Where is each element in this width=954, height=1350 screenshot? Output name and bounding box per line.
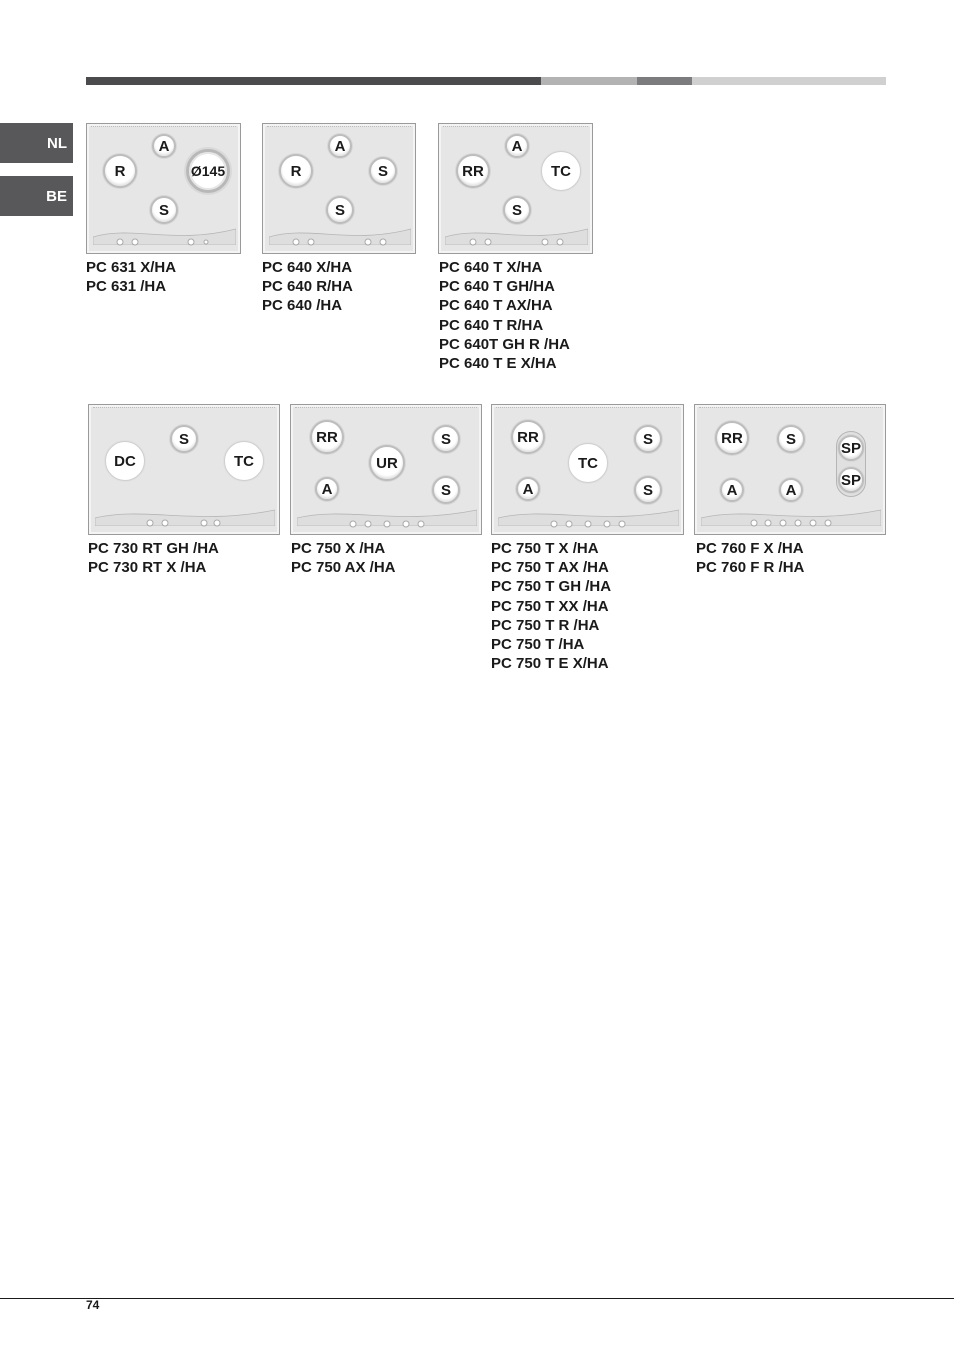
model-name: PC 750 T GH /HA: [491, 578, 612, 596]
model-name: PC 640 T E X/HA: [439, 355, 557, 373]
knob: [384, 521, 391, 528]
burner-rr: RR: [715, 421, 749, 455]
knob: [557, 239, 564, 246]
knob: [485, 239, 492, 246]
model-name: PC 750 T XX /HA: [491, 597, 609, 615]
model-name: PC 640 /HA: [262, 297, 343, 315]
knob: [470, 239, 477, 246]
model-name: PC 750 T X /HA: [491, 540, 599, 557]
knob: [542, 239, 549, 246]
burner-o145: Ø145: [186, 149, 230, 193]
burner-s: S: [634, 425, 662, 453]
burner-s: S: [634, 476, 662, 504]
knob: [350, 521, 357, 528]
header-bar: [86, 77, 886, 85]
burner-s: S: [170, 425, 198, 453]
burner-r: R: [279, 154, 313, 188]
hob-edge: [496, 407, 679, 411]
hob-diagram-pc750: [290, 404, 482, 535]
model-name: PC 640 R/HA: [262, 278, 353, 296]
hob-diagram-pc730: [88, 404, 280, 535]
knob: [380, 239, 387, 246]
burner-dc: DC: [105, 441, 145, 481]
burner-s: S: [150, 196, 178, 224]
knob: [308, 239, 315, 246]
knob: [147, 520, 154, 527]
burner-r: R: [103, 154, 137, 188]
model-name: PC 640T GH R /HA: [439, 335, 570, 353]
model-name: PC 631 X/HA: [86, 259, 177, 276]
model-list-pc750t: [491, 539, 611, 673]
header-bar-mid: [541, 77, 637, 85]
knob: [751, 520, 758, 527]
knob: [825, 520, 832, 527]
language-tab-nl[interactable]: NL: [0, 123, 73, 163]
knob: [604, 521, 611, 528]
model-name: PC 760 F R /HA: [696, 559, 805, 577]
model-name: PC 730 RT X /HA: [88, 559, 207, 577]
language-tab-be[interactable]: BE: [0, 176, 73, 216]
burner-rr: RR: [310, 420, 344, 454]
header-bar-gray: [637, 77, 692, 85]
hob-diagram-pc640t: [438, 123, 593, 254]
hob-edge: [295, 407, 477, 411]
knob: [619, 521, 626, 528]
knob: [403, 521, 410, 528]
model-list-pc640t: [439, 258, 570, 373]
burner-a: A: [779, 478, 803, 502]
burner-rr: RR: [511, 420, 545, 454]
model-list-pc631: [86, 258, 176, 296]
knob: [201, 520, 208, 527]
burner-ur: UR: [369, 445, 405, 481]
knob: [293, 239, 300, 246]
model-name: PC 750 X /HA: [291, 540, 386, 557]
model-name: PC 640 T X/HA: [439, 259, 543, 276]
hob-diagram-pc750t: [491, 404, 684, 535]
burner-a: A: [328, 134, 352, 158]
hob-edge: [443, 126, 588, 130]
model-name: PC 640 T R/HA: [439, 316, 544, 334]
model-name: PC 750 AX /HA: [291, 559, 396, 577]
header-bar-dark: [86, 77, 541, 85]
model-name: PC 760 F X /HA: [696, 540, 804, 557]
burner-s: S: [432, 476, 460, 504]
page-number: 74: [86, 1298, 100, 1312]
burner-tc: TC: [541, 151, 581, 191]
model-list-pc730: [88, 539, 219, 577]
knob: [365, 239, 372, 246]
hob-edge: [267, 126, 411, 130]
hob-diagram-pc631: [86, 123, 241, 254]
knob: [765, 520, 772, 527]
model-name: PC 750 T E X/HA: [491, 655, 609, 673]
model-name: PC 730 RT GH /HA: [88, 540, 219, 557]
model-list-pc750: [291, 539, 395, 577]
hob-edge: [93, 407, 275, 411]
burner-sp: SP: [838, 435, 864, 461]
header-bar-light: [692, 77, 886, 85]
hob-edge: [91, 126, 236, 130]
model-name: PC 750 T /HA: [491, 636, 585, 654]
knob: [117, 239, 124, 246]
burner-a: A: [720, 478, 744, 502]
burner-s: S: [503, 196, 531, 224]
burner-a: A: [516, 477, 540, 501]
model-name: PC 750 T R /HA: [491, 616, 600, 634]
knob: [365, 521, 372, 528]
knob: [566, 521, 573, 528]
control-panel-wave: [269, 219, 411, 245]
burner-s: S: [432, 425, 460, 453]
knob: [162, 520, 169, 527]
burner-sp: SP: [838, 467, 864, 493]
model-list-pc760f: [696, 539, 804, 577]
control-panel-wave: [93, 219, 236, 245]
model-list-pc640: [262, 258, 353, 316]
knob: [585, 521, 592, 528]
model-name: PC 750 T AX /HA: [491, 559, 609, 577]
hob-edge: [699, 407, 881, 411]
burner-tc: TC: [224, 441, 264, 481]
knob: [810, 520, 817, 527]
control-panel-wave: [445, 219, 588, 245]
knob: [204, 240, 209, 245]
burner-s: S: [326, 196, 354, 224]
knob: [188, 239, 195, 246]
knob: [214, 520, 221, 527]
burner-a: A: [315, 477, 339, 501]
model-name: PC 631 /HA: [86, 278, 167, 296]
burner-rr: RR: [456, 154, 490, 188]
hob-diagram-pc640: [262, 123, 416, 254]
knob: [795, 520, 802, 527]
burner-s: S: [369, 157, 397, 185]
knob: [132, 239, 139, 246]
burner-tc: TC: [568, 443, 608, 483]
footer-rule: [0, 1298, 954, 1299]
knob: [418, 521, 425, 528]
knob: [780, 520, 787, 527]
burner-s: S: [777, 425, 805, 453]
hob-diagram-pc760f: [694, 404, 886, 535]
control-panel-wave: [95, 500, 275, 526]
control-panel-wave: [701, 500, 881, 526]
burner-a: A: [152, 134, 176, 158]
model-name: PC 640 X/HA: [262, 259, 353, 276]
burner-a: A: [505, 134, 529, 158]
knob: [551, 521, 558, 528]
model-name: PC 640 T GH/HA: [439, 278, 555, 296]
model-name: PC 640 T AX/HA: [439, 297, 553, 315]
